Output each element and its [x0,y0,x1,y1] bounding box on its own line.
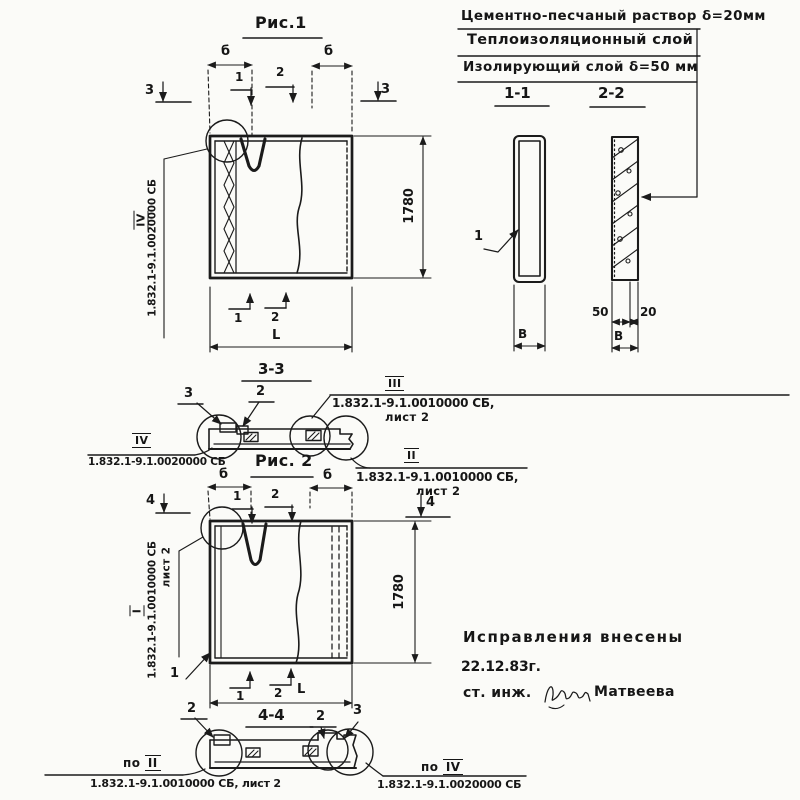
fig2-title: Рис. 2 [255,451,313,470]
fig1-cut-mark-2-bottom: 2 [271,310,280,324]
section33-right-top-label: 1.832.1-9.1.0010000 СБ, [332,396,495,410]
section11-drawing [484,136,545,351]
section22-dim-B: В [614,329,624,343]
section33-right-bottom-mark-numeral: II [404,448,419,463]
fig2-dim-b-left: б [219,467,229,482]
section33-right-top-label2: лист 2 [385,410,430,424]
notes-line-2: 22.12.83г. [461,659,541,675]
section33-right-bottom-label: 1.832.1-9.1.0010000 СБ, [356,470,519,484]
fig1-dim-L: L [272,328,281,343]
legend-line-3: Изолирующий слой δ=50 мм [463,59,698,75]
section44-callout-3: 3 [353,703,362,718]
section11-dim-B: В [518,327,528,341]
section44-left-mark-numeral: II [145,755,161,771]
fig1-panel [164,120,352,338]
section44-right-label: 1.832.1-9.1.0020000 СБ [377,778,522,791]
fig1-side-mark-numeral: IV [134,210,149,229]
section22-dim-20: 20 [640,305,657,319]
fig2-section-mark-4-right: 4 [426,495,435,510]
section22-title: 2-2 [598,84,625,102]
section33-callout-2: 2 [256,384,265,399]
fig1-dim-b-left: б [221,44,231,59]
notes-engineer-prefix: ст. инж. [463,685,532,701]
fig2-cut-mark-2-bottom: 2 [274,686,283,700]
section44-callout-2-right: 2 [316,709,325,724]
section44-left-mark [123,755,161,771]
section33-left-mark-numeral: IV [132,433,151,448]
fig2-dim-L: L [297,682,306,697]
fig2-panel [179,507,352,663]
section33-right-bottom-mark [404,448,419,463]
fig1-dim-1780: 1780 [402,188,418,224]
section44-title: 4-4 [258,706,285,724]
section44-left-mark-prefix: по [123,756,141,770]
section33-right-top-mark [385,376,404,391]
fig2-cut-mark-2-top: 2 [271,487,280,501]
section22-drawing [612,137,638,352]
fig2-section-mark-4-left: 4 [146,493,155,508]
section11-callout-1: 1 [474,229,483,244]
section11-title: 1-1 [504,84,531,102]
fig1-cut-mark-1-bottom: 1 [234,311,243,325]
section33-left-mark [132,433,151,448]
section44-right-mark-prefix: по [421,760,439,774]
notes-line-1: Исправления внесены [463,628,684,646]
fig2-side-label: 1.832.1-9.1.0010000 СБ [146,541,159,679]
section44-right-mark [421,759,463,775]
fig2-dim-1780: 1780 [392,574,408,610]
section33-right-top-mark-numeral: III [385,376,404,391]
legend-leader-lines [458,29,700,197]
fig2-dim-b-right: б [323,468,333,483]
section33-title: 3-3 [258,360,285,378]
fig2-cut-mark-1-bottom: 1 [236,689,245,703]
fig1-side-label: 1.832.1-9.1.0020000 СБ [146,179,159,317]
fig2-side-label2: лист 2 [160,546,173,588]
fig1-title: Рис.1 [255,13,307,32]
fig2-cut-mark-1-top: 1 [233,489,242,503]
fig1-section-mark-3-left: 3 [145,83,154,98]
fig2-callout-1: 1 [170,666,179,681]
legend-line-1: Цементно-песчаный раствор δ=20мм [461,8,766,24]
section44-callout-2-left: 2 [187,701,196,716]
fig1-cut-mark-2-top: 2 [276,65,285,79]
section44-left-label: 1.832.1-9.1.0010000 СБ, лист 2 [90,777,281,790]
section22-dim-50: 50 [592,305,609,319]
fig1-dimensions [156,65,431,352]
section33-callout-3: 3 [184,386,193,401]
legend-line-2: Теплоизоляционный слой [467,32,694,48]
notes-engineer-name: Матвеева [594,684,675,700]
section33-left-label: 1.832.1-9.1.0020000 СБ [88,456,226,468]
fig1-section-mark-3-right: 3 [381,82,390,97]
fig1-dim-b-right: б [324,44,334,59]
fig2-side-mark [130,606,145,617]
fig1-cut-mark-1-top: 1 [235,70,244,84]
section33-right-bottom-label2: лист 2 [416,484,461,498]
fig2-side-mark-numeral: I [130,606,145,617]
signature-scribble [545,687,590,709]
section44-right-mark-numeral: IV [443,759,464,775]
